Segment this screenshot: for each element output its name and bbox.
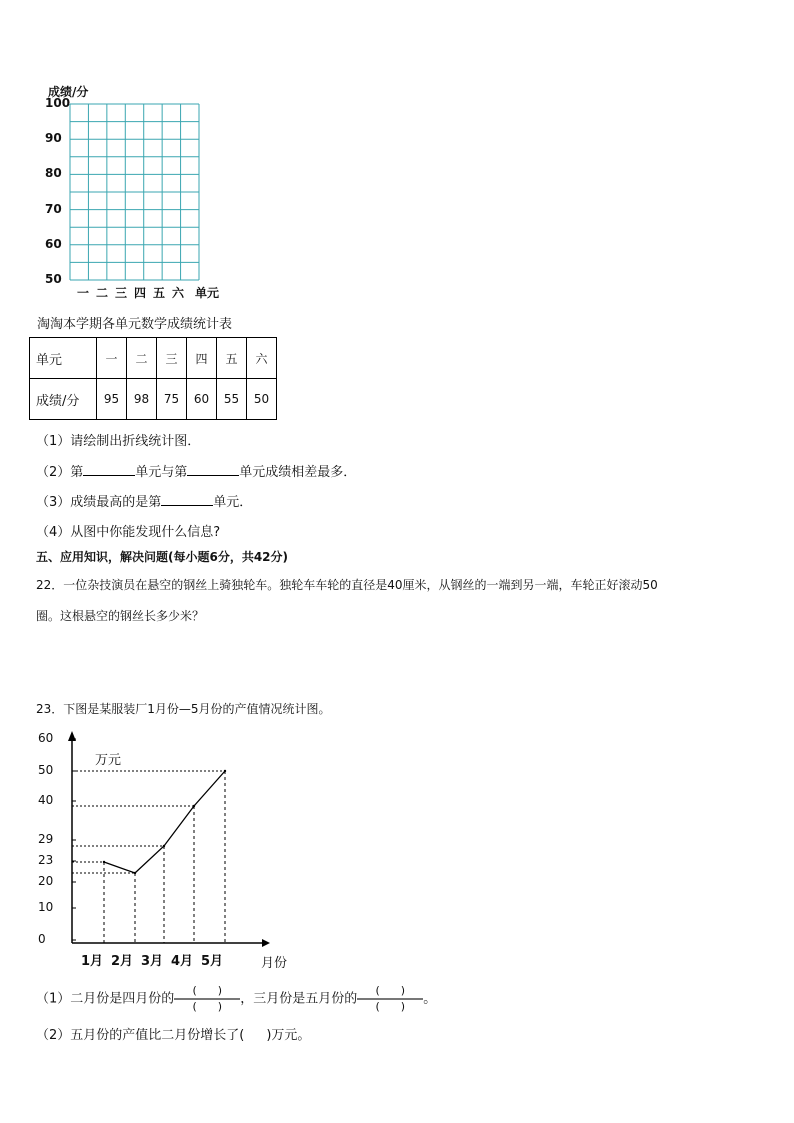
series-line	[104, 771, 225, 873]
x-tick-label: 一	[77, 286, 90, 300]
q23-title: 23．下图是某服装厂1月份—5月份的产值情况统计图。	[36, 702, 331, 716]
q22-line2: 圈。这根悬空的钢丝长多少米？	[36, 609, 205, 623]
x-tick-label: 五	[153, 286, 166, 300]
table-cell: 成绩/分	[30, 379, 97, 420]
table-title: 淘淘本学期各单元数学成绩统计表	[37, 317, 233, 332]
table-cell: 95	[97, 379, 127, 420]
q23-part1	[36, 985, 436, 1013]
y-tick-label: 70	[45, 201, 62, 216]
paren: )	[217, 984, 223, 997]
fraction-blank[interactable]	[357, 985, 423, 1013]
section-heading: 五、应用知识，解决问题(每小题6分，共42分)	[36, 550, 289, 564]
y-tick-label: 90	[45, 131, 62, 146]
text: （1）二月份是四月份的	[36, 991, 175, 1007]
table-header-cell: 一	[97, 338, 127, 379]
table-cell: 75	[157, 379, 187, 420]
y-axis-unit: 万元	[95, 753, 122, 768]
y-tick-label: 20	[38, 874, 54, 888]
paren: )	[217, 1000, 223, 1013]
y-tick-label: 10	[38, 900, 54, 914]
table-cell: 60	[187, 379, 217, 420]
y-tick-label: 40	[38, 793, 54, 807]
table-cell: 98	[127, 379, 157, 420]
x-tick-label: 5月	[201, 954, 224, 969]
table-header-cell: 单元	[30, 338, 97, 379]
table-header-cell: 五	[217, 338, 247, 379]
q21-part4: （4）从图中你能发现什么信息?	[36, 525, 221, 540]
x-axis-arrow	[262, 939, 270, 947]
paren: (	[375, 1000, 380, 1013]
x-unit-label: 单元	[195, 286, 220, 300]
paren: (	[192, 984, 197, 997]
text: ，三月份是五月份的	[240, 991, 358, 1007]
y-tick-label: 29	[38, 832, 54, 846]
paren: (	[192, 1000, 197, 1013]
table-cell: 55	[217, 379, 247, 420]
table-header-cell: 二	[127, 338, 157, 379]
x-tick-label: 三	[115, 286, 128, 300]
x-tick-label: 2月	[111, 954, 134, 969]
x-tick-label: 四	[134, 286, 147, 300]
y-tick-label: 100	[45, 96, 71, 110]
text: )万元。	[266, 1028, 311, 1043]
table-header-cell: 三	[157, 338, 187, 379]
text: 单元成绩相差最多．	[239, 465, 357, 480]
table-header-cell: 六	[247, 338, 277, 379]
y-tick-label: 80	[45, 166, 62, 181]
y-tick-label: 60	[38, 731, 54, 745]
text: （2）第	[36, 465, 84, 480]
y-tick-label: 60	[45, 236, 62, 251]
x-tick-label: 1月	[81, 954, 104, 969]
text: （2）五月份的产值比二月份增长了(	[36, 1028, 245, 1043]
y-tick-label: 50	[38, 763, 54, 777]
paren: )	[400, 1000, 406, 1013]
table-header-cell: 四	[187, 338, 217, 379]
x-tick-label: 3月	[141, 954, 164, 969]
q23-part2	[36, 1024, 310, 1043]
x-axis-label: 月份	[261, 956, 288, 971]
y-tick-label: 50	[45, 272, 62, 286]
paren: (	[375, 984, 380, 997]
text: 。	[423, 991, 437, 1007]
x-tick-label: 二	[96, 286, 109, 300]
fraction-blank[interactable]	[174, 985, 240, 1013]
q21-part1: （1）请绘制出折线统计图．	[36, 434, 201, 449]
y-tick-label: 23	[38, 853, 54, 867]
grid-y-title: 成绩/分	[48, 85, 89, 99]
text: 单元．	[213, 495, 253, 510]
paren: )	[400, 984, 406, 997]
y-tick-label: 0	[38, 932, 46, 946]
x-tick-label: 4月	[171, 954, 194, 969]
table-cell: 50	[247, 379, 277, 420]
text: （3）成绩最高的是第	[36, 495, 162, 510]
x-tick-label: 六	[172, 286, 185, 300]
q22-line1: 22．一位杂技演员在悬空的钢丝上骑独轮车。独轮车车轮的直径是40厘米，从钢丝的一端到另一端，车轮正好滚动50	[36, 578, 658, 592]
text: 单元与第	[135, 465, 188, 480]
